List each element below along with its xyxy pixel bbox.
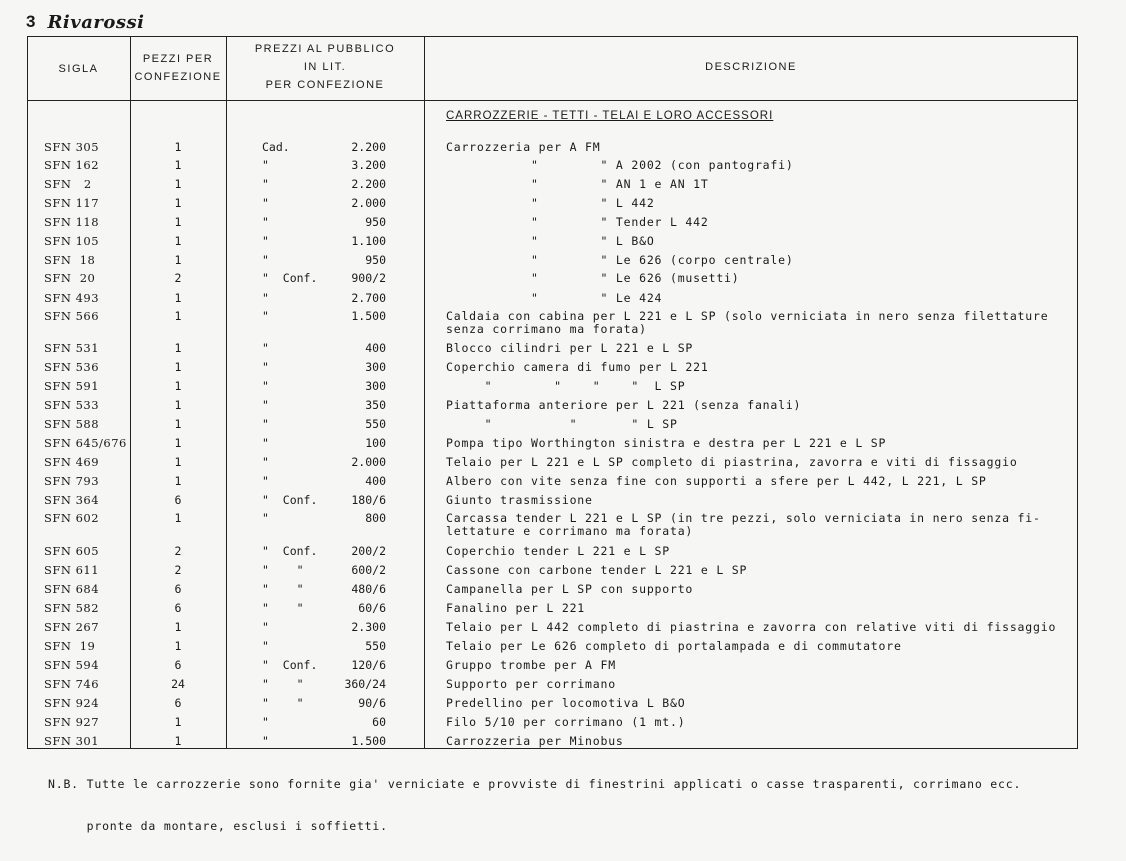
description-cell: [446, 399, 1076, 412]
sigla-cell: SFN 602: [44, 511, 100, 525]
description-line: Coperchio camera di fumo per L 221: [446, 360, 709, 374]
description-cell: [446, 545, 1076, 558]
sigla-cell: SFN 924: [44, 696, 100, 710]
description-cell: [446, 216, 1076, 229]
price-cell: 200/2: [351, 544, 386, 558]
sigla-cell: SFN 117: [44, 196, 100, 210]
price-cell: 300: [365, 379, 386, 393]
description-cell: [446, 659, 1076, 672]
unit-cell: ": [262, 620, 269, 634]
description-cell: [446, 621, 1076, 634]
description-cell: [446, 272, 1076, 285]
pezzi-cell: 6: [174, 582, 182, 596]
sigla-cell: SFN 267: [44, 620, 100, 634]
price-cell: 2.300: [351, 620, 386, 634]
pezzi-cell: 1: [174, 177, 182, 191]
pezzi-cell: 1: [174, 253, 182, 267]
unit-cell: ": [262, 511, 269, 525]
unit-cell: " ": [262, 601, 304, 615]
sigla-cell: SFN 2: [44, 177, 92, 191]
description-line: Giunto trasmissione: [446, 493, 593, 507]
pezzi-cell: 1: [174, 715, 182, 729]
sigla-cell: SFN 927: [44, 715, 100, 729]
price-cell: 100: [365, 436, 386, 450]
unit-cell: ": [262, 639, 269, 653]
unit-cell: ": [262, 360, 269, 374]
description-line: Predellino per locomotiva L B&O: [446, 696, 686, 710]
description-line: Coperchio tender L 221 e L SP: [446, 544, 670, 558]
description-cell: [446, 697, 1076, 710]
unit-cell: ": [262, 341, 269, 355]
unit-cell: ": [262, 158, 269, 172]
sigla-cell: SFN 18: [44, 253, 96, 267]
description-cell: [446, 292, 1076, 305]
pezzi-cell: 1: [174, 639, 182, 653]
pezzi-cell: 2: [174, 544, 182, 558]
description-cell: [446, 716, 1076, 729]
page-number: 3: [26, 12, 36, 31]
sigla-cell: SFN 594: [44, 658, 100, 672]
description-line: Caldaia con cabina per L 221 e L SP (solo verniciata in nero senza filettature: [446, 309, 1049, 323]
sigla-cell: SFN 301: [44, 734, 100, 748]
unit-cell: " ": [262, 696, 304, 710]
description-cell: [446, 678, 1076, 691]
price-cell: 950: [365, 253, 386, 267]
pezzi-cell: 1: [174, 474, 182, 488]
column-header-line: PEZZI PER: [142, 53, 214, 65]
sigla-cell: SFN 531: [44, 341, 100, 355]
price-cell: 2.200: [351, 177, 386, 191]
description-line: " " Le 424: [446, 291, 663, 305]
unit-cell: ": [262, 474, 269, 488]
price-cell: 2.700: [351, 291, 386, 305]
description-cell: [446, 380, 1076, 393]
pezzi-cell: 1: [174, 341, 182, 355]
unit-cell: " Conf.: [262, 658, 318, 672]
pezzi-cell: 1: [174, 360, 182, 374]
pezzi-cell: 1: [174, 734, 182, 748]
description-line: Piattaforma anteriore per L 221 (senza fanali): [446, 398, 802, 412]
price-cell: 1.500: [351, 734, 386, 748]
sigla-cell: SFN 305: [44, 140, 100, 154]
pezzi-cell: 1: [174, 140, 182, 154]
sigla-cell: SFN 611: [44, 563, 100, 577]
description-line: " " Tender L 442: [446, 215, 709, 229]
description-line: lettature e corrimano ma forata): [446, 524, 694, 538]
sigla-cell: SFN 645/676: [44, 436, 127, 450]
sigla-cell: SFN 19: [44, 639, 96, 653]
description-line: Telaio per L 442 completo di piastrina e zavorra con relative viti di fissaggio: [446, 620, 1057, 634]
pezzi-cell: 1: [174, 511, 182, 525]
price-cell: 2.000: [351, 455, 386, 469]
description-line: " " Le 626 (musetti): [446, 271, 740, 285]
price-cell: 950: [365, 215, 386, 229]
price-cell: 3.200: [351, 158, 386, 172]
price-cell: 90/6: [358, 696, 386, 710]
price-cell: 350: [365, 398, 386, 412]
pezzi-cell: 2: [174, 271, 182, 285]
description-cell: [446, 640, 1076, 653]
unit-cell: ": [262, 291, 269, 305]
price-cell: 180/6: [351, 493, 386, 507]
description-line: Carcassa tender L 221 e L SP (in tre pezzi, solo verniciata in nero senza fi-: [446, 511, 1041, 525]
unit-cell: " Conf.: [262, 544, 318, 558]
pezzi-cell: 6: [174, 601, 182, 615]
description-line: Filo 5/10 per corrimano (1 mt.): [446, 715, 686, 729]
description-cell: [446, 512, 1076, 538]
description-line: Pompa tipo Worthington sinistra e destra per L 221 e L SP: [446, 436, 887, 450]
description-line: " " L 442: [446, 196, 655, 210]
price-cell: 2.000: [351, 196, 386, 210]
description-line: " " AN 1 e AN 1T: [446, 177, 709, 191]
price-cell: 1.500: [351, 309, 386, 323]
unit-cell: ": [262, 196, 269, 210]
pezzi-cell: 1: [174, 234, 182, 248]
description-line: Telaio per L 221 e L SP completo di piastrina, zavorra e viti di fissaggio: [446, 455, 1018, 469]
pezzi-cell: 1: [174, 215, 182, 229]
column-divider: [424, 36, 425, 749]
column-header-descrizione: DESCRIZIONE: [705, 61, 797, 73]
unit-cell: ": [262, 379, 269, 393]
unit-cell: ": [262, 234, 269, 248]
sigla-cell: SFN 493: [44, 291, 100, 305]
column-header-line: CONFEZIONE: [134, 71, 222, 83]
price-cell: 550: [365, 639, 386, 653]
sigla-cell: SFN 591: [44, 379, 100, 393]
description-cell: [446, 735, 1076, 748]
description-line: Telaio per Le 626 completo di portalampada e di commutatore: [446, 639, 902, 653]
description-cell: [446, 361, 1076, 374]
pezzi-cell: 1: [174, 436, 182, 450]
footnote-line: N.B. Tutte le carrozzerie sono fornite gia' verniciate e provviste di finestrini applicati o casse trasparenti, corrimano ecc.: [48, 777, 1022, 791]
description-cell: [446, 583, 1076, 596]
sigla-cell: SFN 588: [44, 417, 100, 431]
pezzi-cell: 1: [174, 398, 182, 412]
unit-cell: " Conf.: [262, 271, 318, 285]
price-cell: 480/6: [351, 582, 386, 596]
sigla-cell: SFN 533: [44, 398, 100, 412]
price-cell: 2.200: [351, 140, 386, 154]
unit-cell: ": [262, 417, 269, 431]
pezzi-cell: 2: [174, 563, 182, 577]
description-line: " " " L SP: [446, 417, 678, 431]
pezzi-cell: 1: [174, 620, 182, 634]
unit-cell: " ": [262, 563, 304, 577]
sigla-cell: SFN 364: [44, 493, 100, 507]
pezzi-cell: 1: [174, 196, 182, 210]
pezzi-cell: 6: [174, 696, 182, 710]
unit-cell: " Conf.: [262, 493, 318, 507]
unit-cell: ": [262, 215, 269, 229]
pezzi-cell: 1: [174, 291, 182, 305]
description-cell: [446, 159, 1076, 172]
description-cell: [446, 456, 1076, 469]
description-line: Albero con vite senza fine con supporti a sfere per L 442, L 221, L SP: [446, 474, 987, 488]
sigla-cell: SFN 469: [44, 455, 100, 469]
price-cell: 550: [365, 417, 386, 431]
pezzi-cell: 6: [174, 658, 182, 672]
description-line: Gruppo trombe per A FM: [446, 658, 616, 672]
description-line: " " " " L SP: [446, 379, 686, 393]
description-line: Fanalino per L 221: [446, 601, 586, 615]
column-header-line: IN LIT.: [303, 61, 347, 73]
description-cell: [446, 310, 1076, 336]
column-header-prezzi: [226, 40, 424, 94]
description-line: Carrozzeria per A FM: [446, 140, 601, 154]
column-header-sigla: SIGLA: [58, 63, 99, 75]
sigla-cell: SFN 20: [44, 271, 96, 285]
description-line: Cassone con carbone tender L 221 e L SP: [446, 563, 748, 577]
footnote: [48, 749, 1021, 861]
description-cell: [446, 342, 1076, 355]
footnote-line: pronte da montare, esclusi i soffietti.: [48, 819, 388, 833]
price-cell: 300: [365, 360, 386, 374]
unit-cell: ": [262, 436, 269, 450]
sigla-cell: SFN 684: [44, 582, 100, 596]
pezzi-cell: 1: [174, 455, 182, 469]
description-cell: [446, 437, 1076, 450]
price-cell: 360/24: [344, 677, 386, 691]
pezzi-cell: 1: [174, 309, 182, 323]
unit-cell: ": [262, 715, 269, 729]
description-cell: [446, 197, 1076, 210]
sigla-cell: SFN 793: [44, 474, 100, 488]
sigla-cell: SFN 162: [44, 158, 100, 172]
description-cell: [446, 475, 1076, 488]
section-title: CARROZZERIE - TETTI - TELAI E LORO ACCESSORI: [446, 110, 774, 122]
column-header-line: PER CONFEZIONE: [265, 79, 385, 91]
unit-cell: " ": [262, 582, 304, 596]
unit-cell: Cad.: [262, 140, 290, 154]
unit-cell: ": [262, 253, 269, 267]
description-cell: [446, 494, 1076, 507]
price-cell: 900/2: [351, 271, 386, 285]
pezzi-cell: 1: [174, 417, 182, 431]
sigla-cell: SFN 605: [44, 544, 100, 558]
description-cell: [446, 602, 1076, 615]
sigla-cell: SFN 746: [44, 677, 100, 691]
price-cell: 800: [365, 511, 386, 525]
unit-cell: " ": [262, 677, 304, 691]
price-cell: 400: [365, 474, 386, 488]
pezzi-cell: 1: [174, 379, 182, 393]
column-divider: [226, 36, 227, 749]
sigla-cell: SFN 582: [44, 601, 100, 615]
unit-cell: ": [262, 309, 269, 323]
sigla-cell: SFN 118: [44, 215, 100, 229]
description-cell: [446, 254, 1076, 267]
price-cell: 1.100: [351, 234, 386, 248]
description-line: Campanella per L SP con supporto: [446, 582, 694, 596]
description-line: senza corrimano ma forata): [446, 322, 647, 336]
price-cell: 60: [372, 715, 386, 729]
sigla-cell: SFN 566: [44, 309, 100, 323]
description-cell: [446, 141, 1076, 154]
sigla-cell: SFN 536: [44, 360, 100, 374]
description-cell: [446, 178, 1076, 191]
description-cell: [446, 564, 1076, 577]
description-line: Carrozzeria per Minobus: [446, 734, 624, 748]
column-header-pezzi: [130, 50, 226, 86]
unit-cell: ": [262, 455, 269, 469]
price-cell: 400: [365, 341, 386, 355]
header-divider: [27, 100, 1078, 101]
pezzi-cell: 6: [174, 493, 182, 507]
description-line: " " A 2002 (con pantografi): [446, 158, 794, 172]
unit-cell: ": [262, 398, 269, 412]
unit-cell: ": [262, 734, 269, 748]
brand-logo-text: Rivarossi: [47, 11, 145, 33]
price-cell: 120/6: [351, 658, 386, 672]
description-line: " " L B&O: [446, 234, 655, 248]
description-line: " " Le 626 (corpo centrale): [446, 253, 794, 267]
description-cell: [446, 235, 1076, 248]
column-header-line: PREZZI AL PUBBLICO: [254, 43, 396, 55]
description-line: Blocco cilindri per L 221 e L SP: [446, 341, 694, 355]
description-line: Supporto per corrimano: [446, 677, 616, 691]
pezzi-cell: 1: [174, 158, 182, 172]
page-header: [26, 8, 144, 36]
unit-cell: ": [262, 177, 269, 191]
price-cell: 60/6: [358, 601, 386, 615]
sigla-cell: SFN 105: [44, 234, 100, 248]
pezzi-cell: 24: [171, 677, 185, 691]
description-cell: [446, 418, 1076, 431]
price-cell: 600/2: [351, 563, 386, 577]
